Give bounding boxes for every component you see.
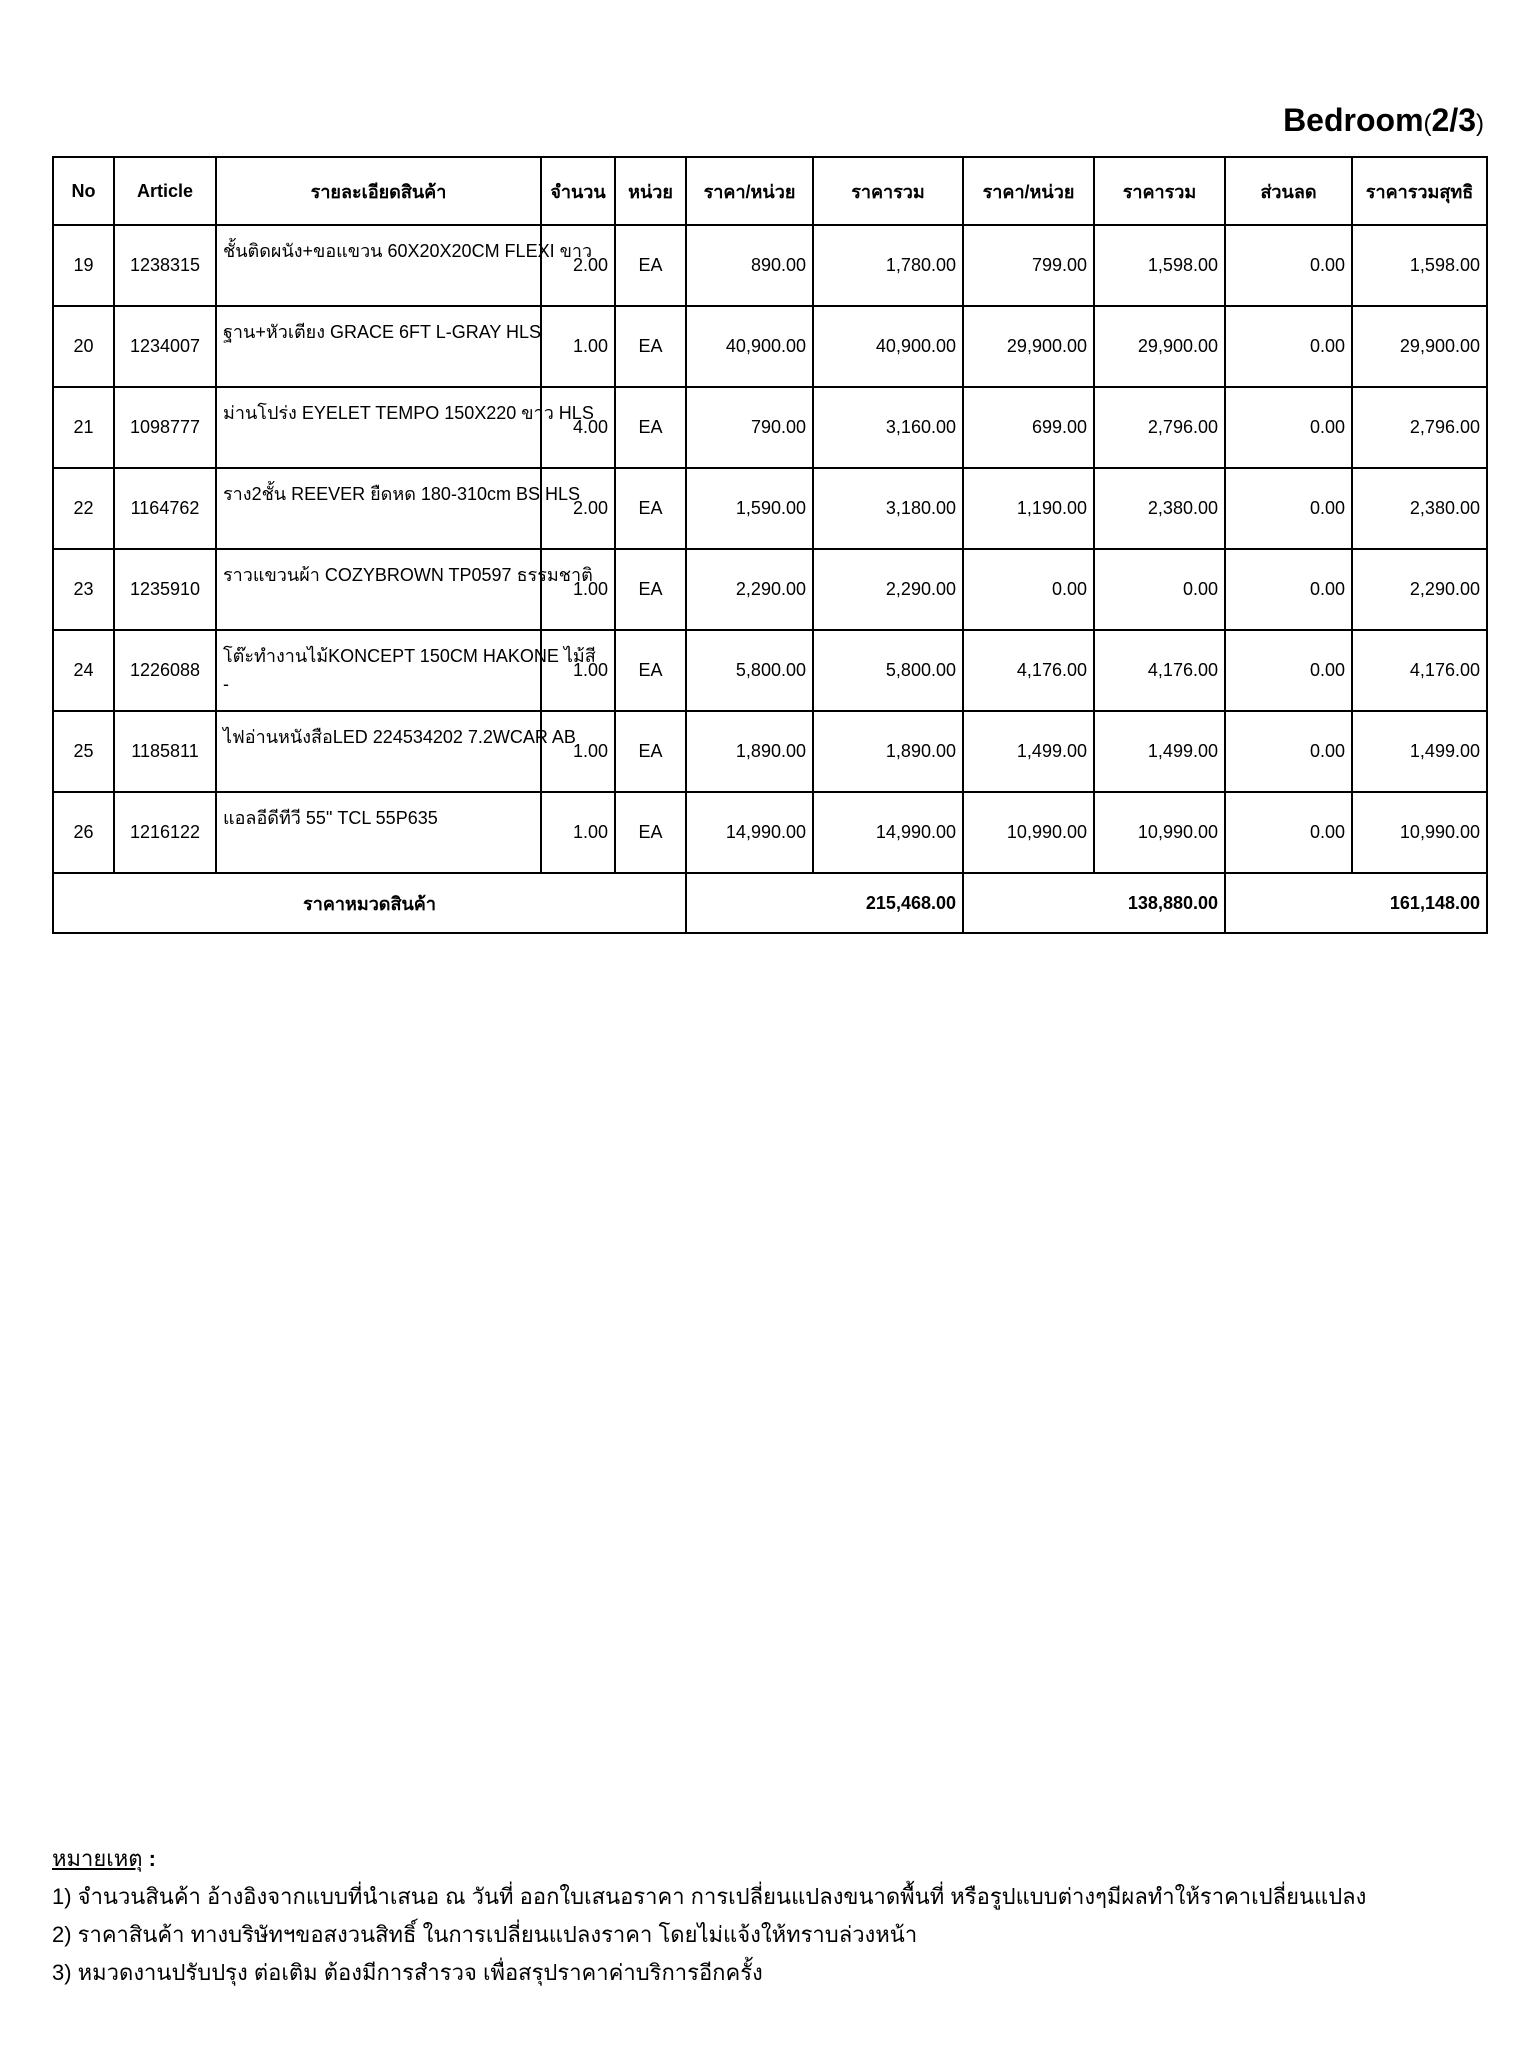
cell-description: ไฟอ่านหนังสือLED 224534202 7.2WCAR AB: [216, 711, 541, 792]
cell-no: 24: [53, 630, 114, 711]
cell-unit-price-2: 1,190.00: [963, 468, 1094, 549]
cell-net-total: 1,499.00: [1352, 711, 1487, 792]
cell-unit-price-2: 4,176.00: [963, 630, 1094, 711]
header-quantity: จำนวน: [541, 157, 615, 225]
category-total-label: ราคาหมวดสินค้า: [53, 873, 686, 933]
remarks-heading-line: [52, 1840, 1366, 1878]
category-total-amount: 215,468.00: [686, 873, 963, 933]
cell-description: ราง2ชั้น REEVER ยืดหด 180-310cm BS HLS: [216, 468, 541, 549]
table-row: [53, 387, 1487, 468]
header-total: ราคารวม: [813, 157, 963, 225]
cell-discount: 0.00: [1225, 306, 1352, 387]
table-row: [53, 225, 1487, 306]
cell-article: 1238315: [114, 225, 216, 306]
cell-quantity: 1.00: [541, 549, 615, 630]
cell-article: 1098777: [114, 387, 216, 468]
cell-article: 1235910: [114, 549, 216, 630]
cell-no: 25: [53, 711, 114, 792]
cell-no: 22: [53, 468, 114, 549]
page-title: [1283, 102, 1484, 139]
cell-net-total: 2,290.00: [1352, 549, 1487, 630]
cell-total-2: 4,176.00: [1094, 630, 1225, 711]
cell-unit: EA: [615, 306, 686, 387]
title-main: Bedroom: [1283, 102, 1424, 138]
cell-net-total: 1,598.00: [1352, 225, 1487, 306]
remarks-colon: :: [142, 1846, 157, 1871]
cell-article: 1216122: [114, 792, 216, 873]
category-net-total: 161,148.00: [1225, 873, 1487, 933]
title-page: 2/3: [1431, 102, 1476, 138]
cell-total: 3,160.00: [813, 387, 963, 468]
table-row: [53, 711, 1487, 792]
cell-discount: 0.00: [1225, 630, 1352, 711]
header-total-2: ราคารวม: [1094, 157, 1225, 225]
cell-quantity: 2.00: [541, 468, 615, 549]
cell-article: 1234007: [114, 306, 216, 387]
cell-unit-price-2: 0.00: [963, 549, 1094, 630]
cell-total-2: 0.00: [1094, 549, 1225, 630]
cell-quantity: 1.00: [541, 711, 615, 792]
cell-total-2: 29,900.00: [1094, 306, 1225, 387]
cell-unit-price: 1,590.00: [686, 468, 813, 549]
title-paren-open: (: [1423, 110, 1432, 137]
cell-no: 26: [53, 792, 114, 873]
cell-total-2: 2,380.00: [1094, 468, 1225, 549]
cell-net-total: 29,900.00: [1352, 306, 1487, 387]
cell-description: แอลอีดีทีวี 55" TCL 55P635: [216, 792, 541, 873]
header-no: No: [53, 157, 114, 225]
header-row: [53, 157, 1487, 225]
cell-unit: EA: [615, 468, 686, 549]
cell-total-2: 1,499.00: [1094, 711, 1225, 792]
cell-total-2: 1,598.00: [1094, 225, 1225, 306]
category-total-amount-2: 138,880.00: [963, 873, 1225, 933]
cell-unit: EA: [615, 549, 686, 630]
remarks-section: [52, 1840, 1366, 1992]
cell-unit-price: 40,900.00: [686, 306, 813, 387]
cell-unit-price-2: 1,499.00: [963, 711, 1094, 792]
cell-no: 19: [53, 225, 114, 306]
cell-no: 23: [53, 549, 114, 630]
cell-net-total: 2,380.00: [1352, 468, 1487, 549]
cell-unit: EA: [615, 630, 686, 711]
cell-unit-price: 890.00: [686, 225, 813, 306]
header-discount: ส่วนลด: [1225, 157, 1352, 225]
header-description: รายละเอียดสินค้า: [216, 157, 541, 225]
cell-no: 20: [53, 306, 114, 387]
cell-article: 1185811: [114, 711, 216, 792]
remark-item: 1) จำนวนสินค้า อ้างอิงจากแบบที่นำเสนอ ณ วันที่ ออกใบเสนอราคา การเปลี่ยนแปลงขนาดพื้นที่ หรือรูปแบบต่างๆมีผลทำให้ราคาเปลี่ยนแปลง: [52, 1884, 1367, 1909]
cell-discount: 0.00: [1225, 549, 1352, 630]
remark-item: 3) หมวดงานปรับปรุง ต่อเติม ต้องมีการสำรวจ เพื่อสรุปราคาค่าบริการอีกครั้ง: [52, 1960, 763, 1985]
cell-net-total: 2,796.00: [1352, 387, 1487, 468]
header-unit-price: ราคา/หน่วย: [686, 157, 813, 225]
cell-discount: 0.00: [1225, 711, 1352, 792]
cell-unit: EA: [615, 792, 686, 873]
cell-description: ชั้นติดผนัง+ขอแขวน 60X20X20CM FLEXI ขาว: [216, 225, 541, 306]
cell-quantity: 1.00: [541, 306, 615, 387]
description-continuation: -: [223, 674, 229, 694]
cell-total: 3,180.00: [813, 468, 963, 549]
cell-description: ราวแขวนผ้า COZYBROWN TP0597 ธรรมชาติ: [216, 549, 541, 630]
table-row: [53, 468, 1487, 549]
cell-no: 21: [53, 387, 114, 468]
cell-total: 40,900.00: [813, 306, 963, 387]
header-article: Article: [114, 157, 216, 225]
cell-total: 1,890.00: [813, 711, 963, 792]
cell-unit-price: 1,890.00: [686, 711, 813, 792]
table-row: [53, 630, 1487, 711]
cell-unit-price-2: 29,900.00: [963, 306, 1094, 387]
cell-quantity: 4.00: [541, 387, 615, 468]
cell-total-2: 10,990.00: [1094, 792, 1225, 873]
cell-net-total: 4,176.00: [1352, 630, 1487, 711]
cell-discount: 0.00: [1225, 387, 1352, 468]
header-unit: หน่วย: [615, 157, 686, 225]
remark-item: 2) ราคาสินค้า ทางบริษัทฯขอสงวนสิทธิ์ ในการเปลี่ยนแปลงราคา โดยไม่แจ้งให้ทราบล่วงหน้า: [52, 1922, 918, 1947]
cell-unit-price-2: 10,990.00: [963, 792, 1094, 873]
cell-total-2: 2,796.00: [1094, 387, 1225, 468]
cell-net-total: 10,990.00: [1352, 792, 1487, 873]
cell-article: 1226088: [114, 630, 216, 711]
remarks-heading: หมายเหตุ: [52, 1846, 143, 1871]
cell-quantity: 2.00: [541, 225, 615, 306]
cell-description: ฐาน+หัวเตียง GRACE 6FT L-GRAY HLS: [216, 306, 541, 387]
cell-description: ม่านโปร่ง EYELET TEMPO 150X220 ขาว HLS: [216, 387, 541, 468]
cell-total: 1,780.00: [813, 225, 963, 306]
table-row: [53, 549, 1487, 630]
cell-unit-price: 5,800.00: [686, 630, 813, 711]
cell-total: 5,800.00: [813, 630, 963, 711]
header-net-total: ราคารวมสุทธิ: [1352, 157, 1487, 225]
cell-unit-price-2: 799.00: [963, 225, 1094, 306]
category-total-row: [53, 873, 1487, 933]
cell-quantity: 1.00: [541, 792, 615, 873]
cell-unit-price: 2,290.00: [686, 549, 813, 630]
cell-unit-price: 14,990.00: [686, 792, 813, 873]
header-unit-price-2: ราคา/หน่วย: [963, 157, 1094, 225]
cell-unit: EA: [615, 711, 686, 792]
cell-unit: EA: [615, 225, 686, 306]
cell-article: 1164762: [114, 468, 216, 549]
cell-unit: EA: [615, 387, 686, 468]
description-line: โต๊ะทำงานไม้KONCEPT 150CM HAKONE ไม้สี: [223, 646, 596, 666]
table-row: [53, 306, 1487, 387]
cell-discount: 0.00: [1225, 792, 1352, 873]
cell-discount: 0.00: [1225, 468, 1352, 549]
title-paren-close: ): [1476, 110, 1484, 137]
cell-unit-price: 790.00: [686, 387, 813, 468]
table-row: [53, 792, 1487, 873]
cell-discount: 0.00: [1225, 225, 1352, 306]
cell-total: 2,290.00: [813, 549, 963, 630]
quotation-table: [52, 156, 1488, 934]
cell-unit-price-2: 699.00: [963, 387, 1094, 468]
cell-quantity: 1.00: [541, 630, 615, 711]
cell-total: 14,990.00: [813, 792, 963, 873]
